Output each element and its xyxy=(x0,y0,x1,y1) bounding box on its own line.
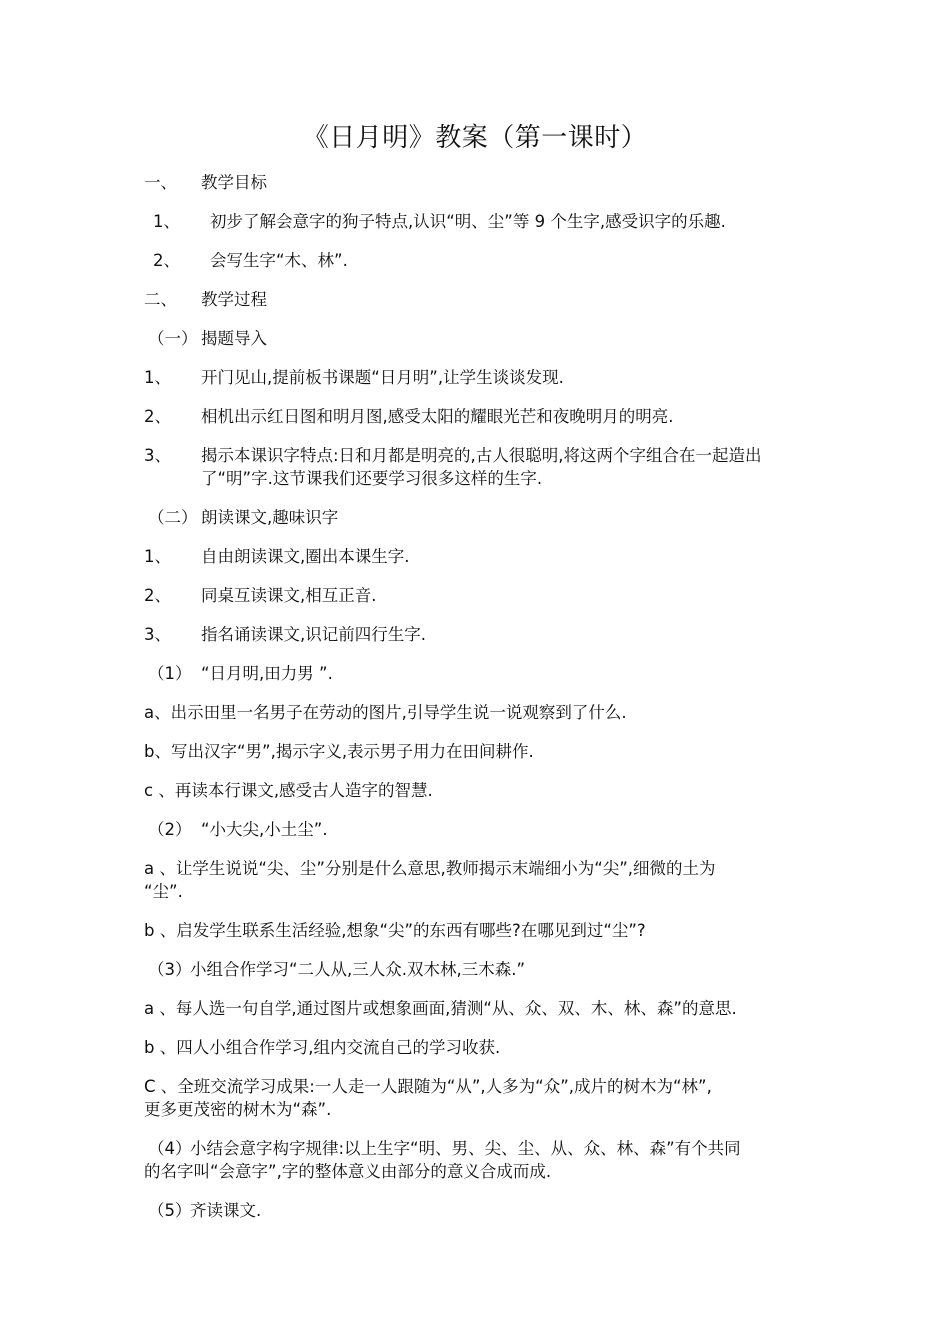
step-item-line: 了“明”字.这节课我们还要学习很多这样的生字. xyxy=(201,469,543,488)
section-heading: 教学目标 xyxy=(201,173,267,192)
goal-number: 1、 xyxy=(153,212,180,231)
sub-number: （4） xyxy=(148,1139,192,1158)
sub-heading-line: 小结会意字构字规律:以上生字“明、男、尖、尘、从、众、林、森”有个共同 xyxy=(190,1139,741,1158)
sub-number: （2） xyxy=(148,820,192,839)
section-number: 二、 xyxy=(144,290,177,309)
activity-item: b 、启发学生联系生活经验,想象“尖”的东西有哪些?在哪见到过“尘”? xyxy=(144,921,646,940)
page-title: 《日月明》教案（第一课时） xyxy=(302,123,648,153)
part-number: （一） xyxy=(148,329,198,348)
goal-number: 2、 xyxy=(153,251,180,270)
step-item: 指名诵读课文,识记前四行生字. xyxy=(201,625,426,644)
activity-item: b、写出汉字“男”,揭示字义,表示男子用力在田间耕作. xyxy=(144,742,534,761)
part-heading: 朗读课文,趣味识字 xyxy=(201,508,339,527)
activity-item: a、出示田里一名男子在劳动的图片,引导学生说一说观察到了什么. xyxy=(144,703,627,722)
activity-item: b 、四人小组合作学习,组内交流自己的学习收获. xyxy=(144,1038,501,1057)
sub-heading: “小大尖,小土尘”. xyxy=(201,820,328,839)
sub-heading: 小组合作学习“二人从,三人众.双木林,三木森.” xyxy=(190,960,526,979)
activity-item-line: 更多更茂密的树木为“森”. xyxy=(144,1100,332,1119)
goal-item: 会写生字“木、林”. xyxy=(210,251,348,270)
step-number: 1、 xyxy=(144,547,171,566)
sub-number: （3） xyxy=(148,960,192,979)
sub-heading: “日月明,田力男 ”. xyxy=(201,664,333,683)
sub-heading-line: 的名字叫“会意字”,字的整体意义由部分的意义合成而成. xyxy=(144,1162,552,1181)
step-item: 自由朗读课文,圈出本课生字. xyxy=(201,547,410,566)
goal-item: 初步了解会意字的狗子特点,认识“明、尘”等 9 个生字,感受识字的乐趣. xyxy=(210,212,726,231)
step-item: 同桌互读课文,相互正音. xyxy=(201,586,377,605)
step-number: 2、 xyxy=(144,407,171,426)
step-number: 2、 xyxy=(144,586,171,605)
step-number: 1、 xyxy=(144,368,171,387)
sub-heading: 齐读课文. xyxy=(190,1201,262,1220)
step-number: 3、 xyxy=(144,446,171,465)
activity-item-line: “尘”. xyxy=(144,882,183,901)
sub-number: （1） xyxy=(148,664,192,683)
step-item-line: 揭示本课识字特点:日和月都是明亮的,古人很聪明,将这两个字组合在一起造出 xyxy=(201,446,762,465)
activity-item: a 、每人选一句自学,通过图片或想象画面,猜测“从、众、双、木、林、森”的意思. xyxy=(144,999,737,1018)
activity-item-line: a 、让学生说说“尖、尘”分别是什么意思,教师揭示末端细小为“尖”,细微的土为 xyxy=(144,859,716,878)
part-heading: 揭题导入 xyxy=(201,329,267,348)
part-number: （二） xyxy=(148,508,198,527)
step-number: 3、 xyxy=(144,625,171,644)
activity-item-line: C 、全班交流学习成果:一人走一人跟随为“从”,人多为“众”,成片的树木为“林”, xyxy=(144,1077,712,1096)
step-item: 相机出示红日图和明月图,感受太阳的耀眼光芒和夜晚明月的明亮. xyxy=(201,407,674,426)
step-item: 开门见山,提前板书课题“日月明”,让学生谈谈发现. xyxy=(201,368,564,387)
activity-item: c 、再读本行课文,感受古人造字的智慧. xyxy=(144,781,433,800)
sub-number: （5） xyxy=(148,1201,192,1220)
section-number: 一、 xyxy=(144,173,177,192)
section-heading: 教学过程 xyxy=(201,290,267,309)
